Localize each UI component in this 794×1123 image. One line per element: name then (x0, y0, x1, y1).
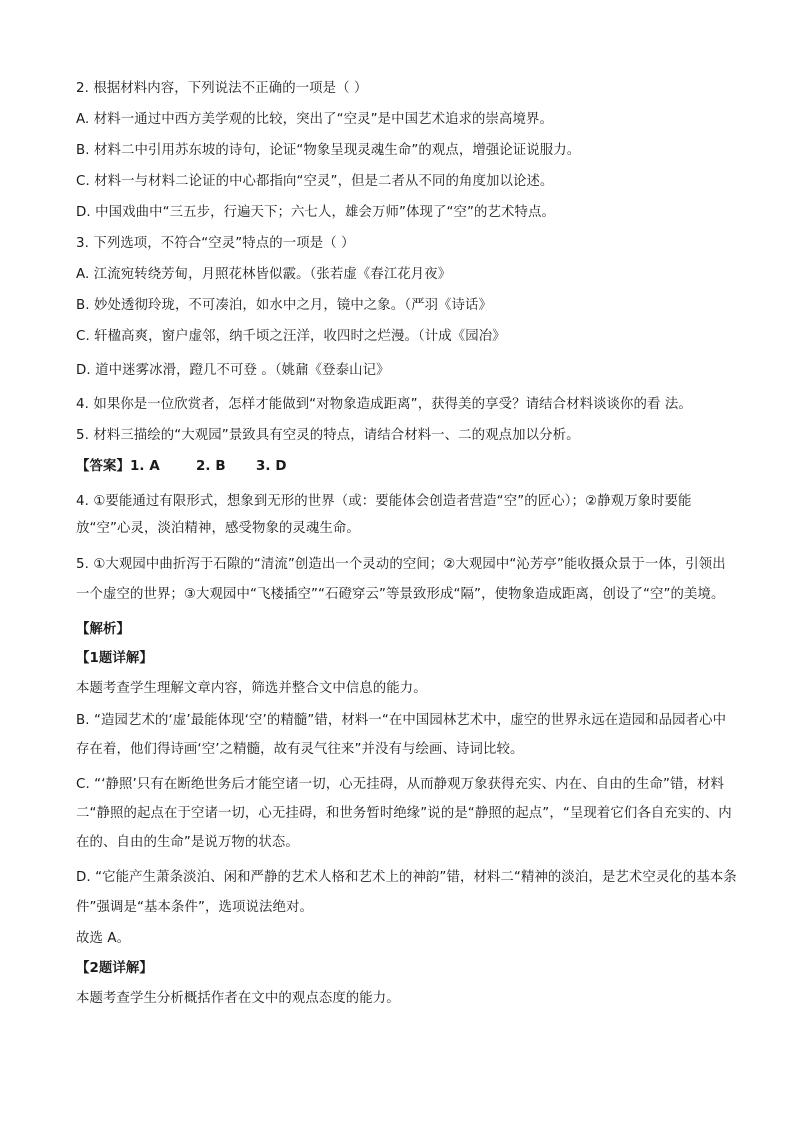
question-3-option-c: C. 轩楹高爽，窗户虚邻，纳千顷之汪洋，收四时之烂漫。（计成《园冶》 (76, 329, 506, 344)
answer-5: 5. ①大观园中曲折泻于石隙的“清流”创造出一个灵动的空间；②大观园中“沁芳亭”能收摄众景于一体，引领出一个虚空的世界；③大观园中“飞楼插空”“石磴穿云”等景致形成“隔”，使物象造成距离，创设了“空”的美境。 (76, 557, 726, 602)
detail-1-option-b: B. “造园艺术的‘虚’最能体现‘空’的精髓”错，材料一“在中国园林艺术中，虚空的世界永远在造园和品园者心中存在着，他们得诗画‘空’之精髓，故有灵气往来”并没有与绘画、诗词比较。 (76, 713, 727, 757)
question-2-option-c: C. 材料一与材料二论证的中心都指向“空灵”，但是二者从不同的角度加以论述。 (76, 174, 554, 189)
detail-1-intro: 本题考查学生理解文章内容，筛选并整合文中信息的能力。 (76, 681, 427, 696)
detail-2-intro: 本题考查学生分析概括作者在文中的观点态度的能力。 (76, 991, 400, 1006)
question-3-option-b: B. 妙处透彻玲珑，不可凑泊，如水中之月，镜中之象。（严羽《诗话》 (76, 298, 493, 313)
detail-1-label: 【1题详解】 (76, 651, 153, 666)
answer-label: 【答案】 (76, 459, 130, 474)
question-5: 5. 材料三描绘的“大观园”景致具有空灵的特点，请结合材料一、二的观点加以分析。 (76, 428, 580, 443)
answer-line (76, 457, 738, 477)
question-4: 4. 如果你是一位欣赏者，怎样才能做到“对物象造成距离”，获得美的享受？请结合材料谈谈你的看 法。 (76, 397, 692, 412)
question-2-option-a: A. 材料一通过中西方美学观的比较，突出了“空灵”是中国艺术追求的崇高境界。 (76, 112, 553, 127)
question-3-option-d: D. 道中迷雾冰滑，蹬几不可登 。（姚鼐《登泰山记》 (76, 363, 390, 378)
question-2-option-d: D. 中国戏曲中“三五步，行遍天下；六七人，雄会万师”体现了“空”的艺术特点。 (76, 205, 555, 220)
question-3-stem: 3. 下列选项，不符合“空灵”特点的一项是（ ） (76, 236, 355, 251)
answer-3: 3. D (255, 459, 287, 474)
detail-2-label: 【2题详解】 (76, 961, 153, 976)
document-page (76, 79, 738, 1009)
detail-1-conclusion: 故选 A。 (76, 931, 131, 946)
question-2-stem: 2. 根据材料内容，下列说法不正确的一项是（ ） (76, 81, 368, 96)
detail-1-option-d: D. “它能产生萧条淡泊、闲和严静的艺术人格和艺术上的神韵”错，材料二“精神的淡泊，是艺术空灵化的基本条件”强调是“基本条件”，选项说法绝对。 (76, 870, 737, 915)
analysis-label: 【解析】 (76, 622, 130, 637)
question-2-option-b: B. 材料二中引用苏东坡的诗句，论证“物象呈现灵魂生命”的观点，增强论证说服力。 (76, 143, 581, 158)
answer-4: 4. ①要能通过有限形式，想象到无形的世界（或：要能体会创造者营造“空”的匠心）；②静观万象时要能放“空”心灵，淡泊精神，感受物象的灵魂生命。 (76, 494, 692, 536)
detail-1-option-c: C. “‘静照’只有在断绝世务后才能空诸一切，心无挂碍，从而静观万象获得充实、内在、自由的生命”错，材料二“静照的起点在于空诸一切，心无挂碍，和世务暂时绝缘”说的是“静照的起点”，“呈现着它们各自充实的、内在的、自由的生命”是说万物的状态。 (76, 777, 732, 850)
question-3-option-a: A. 江流宛转绕芳甸，月照花林皆似霰。（张若虚《春江花月夜》 (76, 267, 452, 282)
answer-1: 1. A (129, 459, 160, 474)
answer-2: 2. B (195, 459, 226, 474)
